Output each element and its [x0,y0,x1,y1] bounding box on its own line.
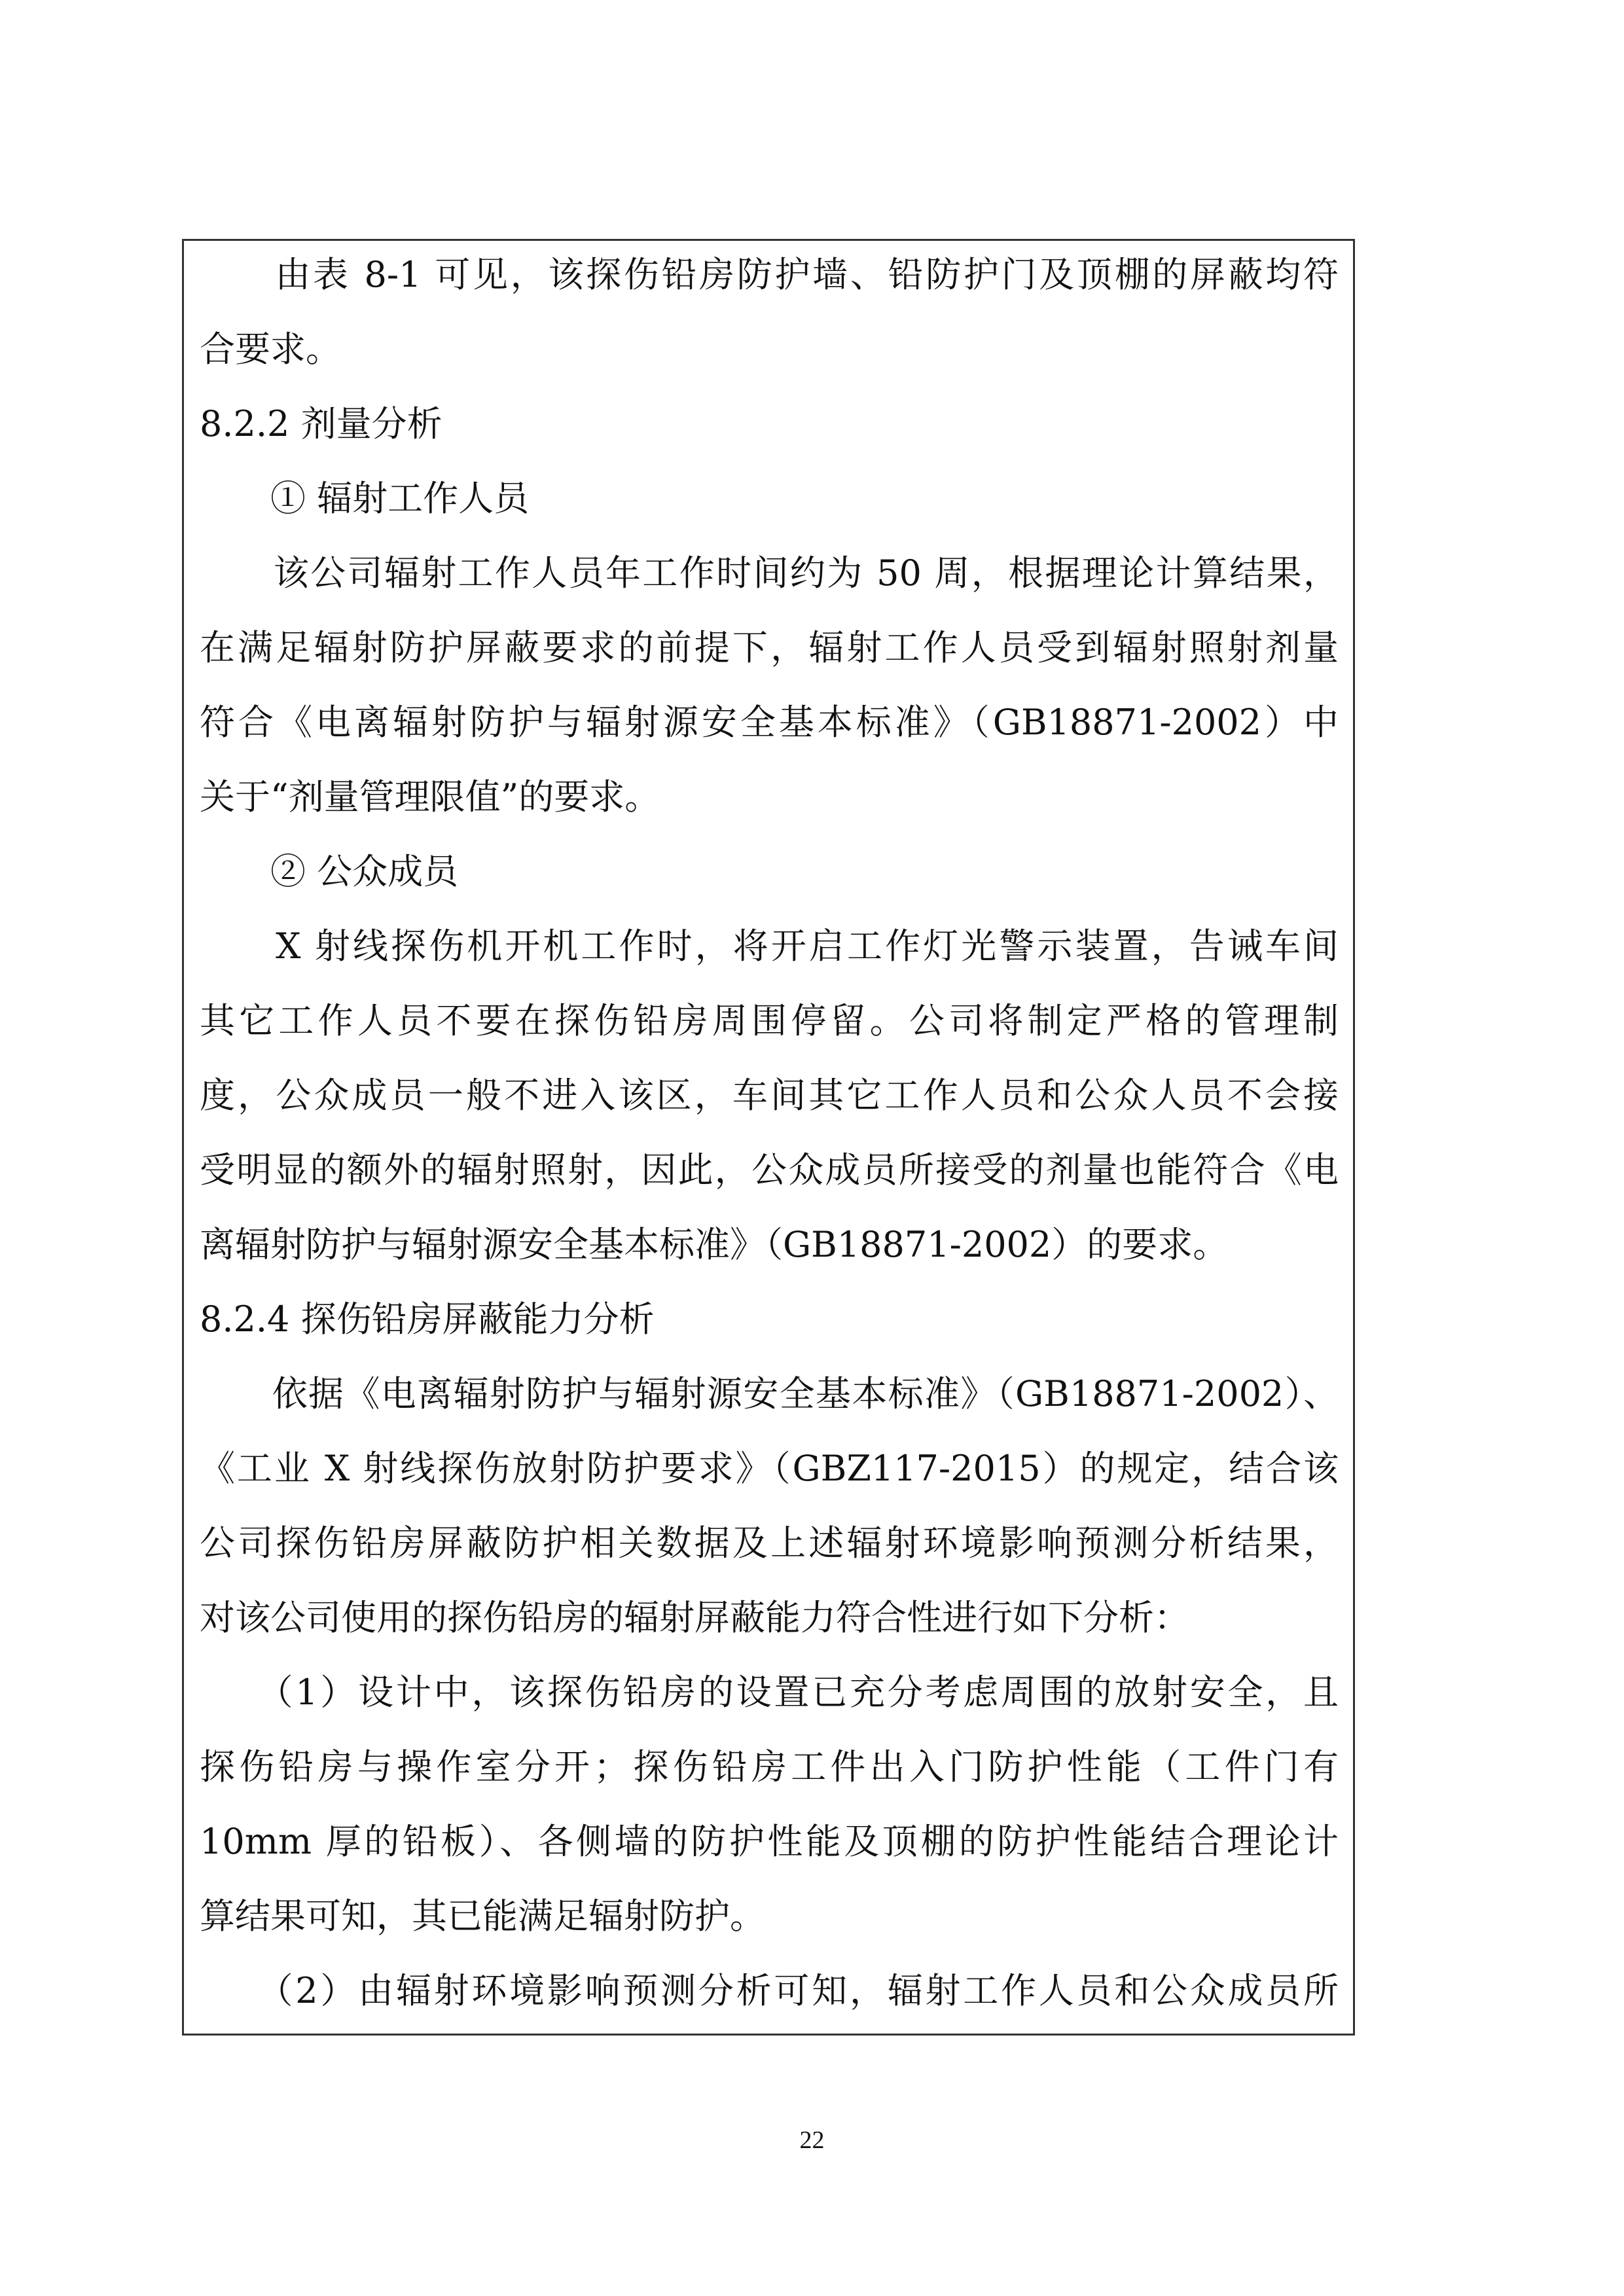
text-line: 算结果可知，其已能满足辐射防护。 [200,1895,765,1937]
text-line: 对该公司使用的探伤铅房的辐射屏蔽能力符合性进行如下分析： [200,1597,1189,1638]
section-heading: 8.2.4 探伤铅房屏蔽能力分析 [200,1299,655,1340]
page-number: 22 [799,2126,825,2154]
section-heading: 8.2.2 剂量分析 [200,403,442,444]
text-line: 在满足辐射防护屏蔽要求的前提下，辐射工作人员受到辐射照射剂量 [200,627,1339,668]
text-line: （1）设计中，该探伤铅房的设置已充分考虑周围的放射安全，且 [200,1672,1339,1713]
text-line: （2）由辐射环境影响预测分析可知，辐射工作人员和公众成员所 [200,1970,1339,2011]
text-line: 公司探伤铅房屏蔽防护相关数据及上述辐射环境影响预测分析结果， [200,1522,1339,1564]
text-line: 受明显的额外的辐射照射，因此，公众成员所接受的剂量也能符合《电 [200,1149,1339,1191]
text-line: 度，公众成员一般不进入该区，车间其它工作人员和公众人员不会接 [200,1075,1339,1116]
text-line: 其它工作人员不要在探伤铅房周围停留。公司将制定严格的管理制 [200,1000,1339,1041]
text-line: 《工业 X 射线探伤放射防护要求》（GBZ117-2015）的规定，结合该 [200,1448,1339,1489]
text-line: X 射线探伤机开机工作时，将开启工作灯光警示装置，告诫车间 [200,925,1339,967]
text-line: 10mm 厚的铅板）、各侧墙的防护性能及顶棚的防护性能结合理论计 [200,1821,1339,1862]
subheading: ② 公众成员 [200,851,459,892]
text-line: 符合《电离辐射防护与辐射源安全基本标准》（GB18871-2002）中 [200,702,1339,743]
text-line: 该公司辐射工作人员年工作时间约为 50 周，根据理论计算结果， [200,552,1339,594]
text-line: 离辐射防护与辐射源安全基本标准》（GB18871-2002）的要求。 [200,1224,1229,1265]
text-line: 合要求。 [200,329,341,370]
text-line: 探伤铅房与操作室分开；探伤铅房工件出入门防护性能（工件门有 [200,1746,1339,1787]
text-line: 关于“剂量管理限值”的要求。 [200,776,660,817]
text-line: 依据《电离辐射防护与辐射源安全基本标准》（GB18871-2002）、 [200,1373,1339,1414]
subheading: ① 辐射工作人员 [200,478,530,519]
text-line: 由表 8-1 可见，该探伤铅房防护墙、铅防护门及顶棚的屏蔽均符 [200,254,1339,295]
